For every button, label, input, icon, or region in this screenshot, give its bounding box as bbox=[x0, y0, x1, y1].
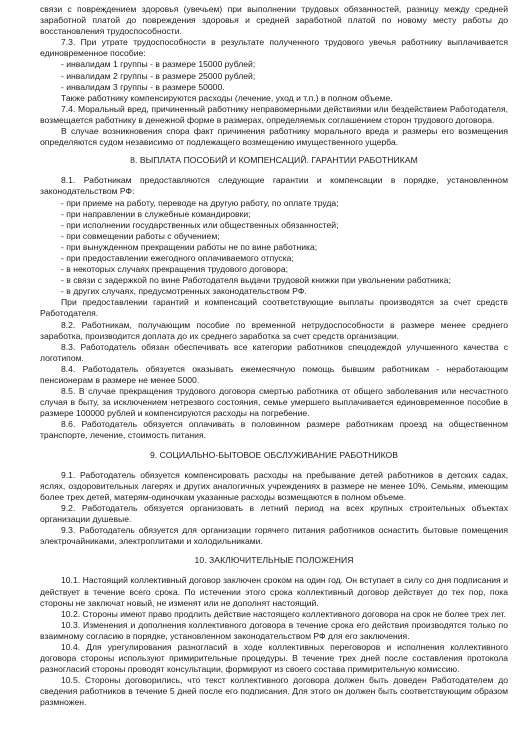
paragraph: 9.3. Работодатель обязуется для организации горячего питания работников оснастить бытовые помещения электрочайниками, электроплитами и холодильниками. bbox=[40, 525, 508, 547]
paragraph: При предоставлении гарантий и компенсаций соответствующие выплаты производятся за счет средств Работодателя. bbox=[40, 297, 508, 319]
list-item: - в других случаях, предусмотренных законодательством РФ. bbox=[61, 286, 307, 297]
paragraph: 8.5. В случае прекращения трудового договора смертью работника от общего заболевания или несчастного случая в быту, за исключением нетрезвого состояния, семье умершего выплачивается единовременное пособие в размере 100000 рублей и компенсируются расходы на погребение. bbox=[40, 386, 508, 419]
paragraph: 9.1. Работодатель обязуется компенсировать расходы на пребывание детей работников в детских садах, яслях, оздоровительных лагерях и других аналогичных учреждениях в размере не менее 10%. Семьям, имеющим более трех детей, матерям-одиночкам указанные расходы возмещаются в полном объеме. bbox=[40, 469, 508, 502]
list-item: - в связи с задержкой по вине Работодателя выдачи трудовой книжки при увольнении работника; bbox=[61, 275, 451, 286]
paragraph: В случае возникновения спора факт причинения работнику морального вреда и размеры его возмещения определяются судом независимо от подлежащего возмещению имущественного ущерба. bbox=[40, 126, 508, 148]
list-item: - в некоторых случаях прекращения трудового договора; bbox=[61, 264, 289, 275]
list-item: Также работнику компенсируются расходы (лечение, уход и т.п.) в полном объеме. bbox=[61, 92, 393, 103]
section-heading: 8. ВЫПЛАТА ПОСОБИЙ И КОМПЕНСАЦИЙ. ГАРАНТИИ РАБОТНИКАМ bbox=[130, 155, 418, 166]
list-item: - инвалидам 3 группы - в размере 50000. bbox=[61, 81, 225, 92]
paragraph: 8.3. Работодатель обязан обеспечивать все категории работников спецодеждой улучшенного качества с логотипом. bbox=[40, 341, 508, 363]
paragraph: 9.2. Работодатель обязуется организовать в летний период на всех крупных строительных объектах организации душевые. bbox=[40, 502, 508, 525]
paragraph: 8.2. Работникам, получающим пособие по временной нетрудоспособности в размере менее среднего заработка, производится доплата до их среднего заработка за счет средств организации. bbox=[40, 319, 508, 341]
list-item: - при вынужденном прекращении работы не по вине работника; bbox=[61, 241, 318, 252]
paragraph: связи с повреждением здоровья (увечьем) при выполнении трудовых обязанностей, разницу между средней заработной платой до повреждения здоровья и средней заработной платой по новому месту работы до восстановления трудоспособности. bbox=[40, 4, 508, 37]
list-item: - инвалидам 2 группы - в размере 25000 рублей; bbox=[61, 70, 256, 81]
paragraph: 7.4. Моральный вред, причиненный работнику неправомерными действиями или бездействием Работодателя, возмещается работнику в денежной форме в размерах, определяемых соглашением сторон трудового договора. bbox=[40, 103, 508, 125]
paragraph: 10.4. Для урегулирования разногласий в ходе коллективных переговоров и исполнения коллективного договора стороны используют примирительные процедуры. В течение трех дней после составления протокола разногласий стороны проводят консультации, формируют из своего состава примирительную комиссию. bbox=[40, 641, 508, 675]
paragraph: 8.1. Работникам предоставляются следующие гарантии и компенсации в порядке, установленном законодательством РФ: bbox=[40, 175, 508, 197]
list-item: - инвалидам 1 группы - в размере 15000 рублей; bbox=[61, 59, 256, 70]
paragraph: 10.5. Стороны договорились, что текст коллективного договора должен быть доведен Работодателем до сведения работников в течение 5 дней после его подписания. Для этого он должен быть соответствующим образом размножен. bbox=[40, 675, 508, 708]
list-item: - при совмещении работы с обучением; bbox=[61, 230, 220, 241]
paragraph: 8.6. Работодатель обязуется оплачивать в половинном размере работникам проезд на общественном транспорте, лечение, стоимость питания. bbox=[40, 419, 508, 441]
paragraph: 10.2. Стороны имеют право продлить действие настоящего коллективного договора на срок не более трех лет. bbox=[61, 608, 507, 619]
list-item: - при направлении в служебные командировки; bbox=[61, 208, 251, 219]
paragraph: 7.3. При утрате трудоспособности в результате полученного трудового увечья работнику выплачивается единовременное пособие: bbox=[40, 37, 508, 59]
list-item: - при приеме на работу, переводе на другую работу, по оплате труда; bbox=[61, 197, 339, 208]
paragraph: 10.1. Настоящий коллективный договор заключен сроком на один год. Он вступает в силу со дня подписания и действует в течение всего срока. По истечении этого срока коллективный договор действует до тех пор, пока стороны не заключат новый, не изменят или не дополнят настоящий. bbox=[40, 575, 508, 608]
paragraph: 8.4. Работодатель обязуется оказывать ежемесячную помощь бывшим работникам - неработающим пенсионерам в размере не менее 5000. bbox=[40, 363, 508, 385]
section-heading: 9. СОЦИАЛЬНО-БЫТОВОЕ ОБСЛУЖИВАНИЕ РАБОТНИКОВ bbox=[149, 449, 399, 460]
section-heading: 10. ЗАКЛЮЧИТЕЛЬНЫЕ ПОЛОЖЕНИЯ bbox=[194, 555, 354, 566]
paragraph: 10.3. Изменения и дополнения коллективного договора в течение срока его действия производятся только по взаимному согласию в порядке, установленном законодательством РФ для его заключения. bbox=[40, 619, 508, 641]
list-item: - при предоставлении ежегодного оплачиваемого отпуска; bbox=[61, 252, 294, 263]
list-item: - при исполнении государственных или общественных обязанностей; bbox=[61, 219, 339, 230]
